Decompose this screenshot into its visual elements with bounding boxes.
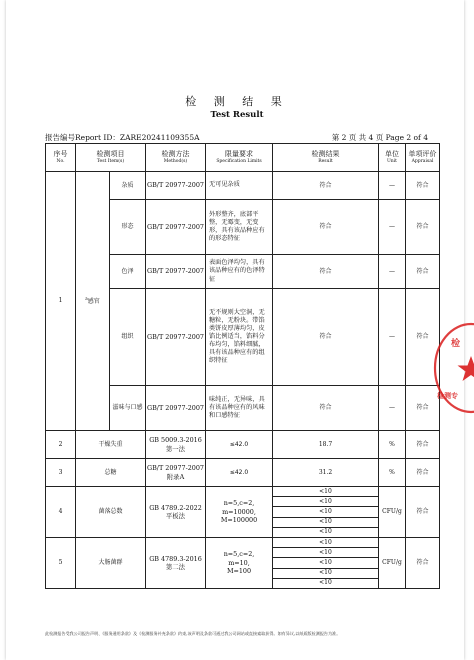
sample-result: <10: [273, 497, 379, 507]
sample-result: <10: [273, 527, 379, 537]
method: GB 5009.3-2016 第一法: [146, 431, 206, 459]
header-item: 检测项目 Test Item(s): [76, 144, 146, 172]
sample-result: <10: [273, 507, 379, 517]
row-number: 3: [46, 459, 76, 487]
appraisal: 符合: [406, 200, 440, 255]
unit: CFU/g: [379, 487, 406, 538]
official-seal-stamp: [431, 320, 474, 416]
limit: 味纯正，无异味，具有该品种应有的风味和口感特征: [206, 386, 273, 431]
sample-result: <10: [273, 578, 379, 588]
limit: 无可见杂质: [206, 172, 273, 200]
title-chinese: 检 测 结 果: [185, 95, 289, 108]
page-number: 第 2 页 共 4 页 Page 2 of 4: [331, 133, 428, 142]
appraisal: 符合: [406, 386, 440, 431]
unit: —: [379, 200, 406, 255]
header-appraisal: 单项评价 Appraisal: [406, 144, 440, 172]
sample-result: <10: [273, 537, 379, 547]
svg-text:检测专: 检测专: [437, 392, 458, 400]
svg-text:检: 检: [451, 339, 461, 349]
footer-disclaimer: 此检测报告受我公司报告声明、《服务通用条款》及《检测服务补充条款》约束,该声明及条款可通过我公司网站或直接索取获得。如有异议,以纸质版检测报告为准。: [45, 631, 341, 636]
header-unit: 单位 Unit: [379, 144, 406, 172]
result: 符合: [273, 200, 379, 255]
item-name: 形态: [110, 200, 146, 255]
item-name: 色泽: [110, 255, 146, 289]
item-name: 滋味与口感: [110, 386, 146, 431]
unit: —: [379, 255, 406, 289]
appraisal: 符合: [406, 537, 440, 588]
table-row: [46, 431, 440, 459]
unit: %: [379, 431, 406, 459]
unit: %: [379, 459, 406, 487]
result: 31.2: [273, 459, 379, 487]
method: GB 4789.3-2016 第二法: [146, 537, 206, 588]
table-row: [46, 487, 440, 497]
unit: CFU/g: [379, 537, 406, 588]
row-number: 1: [46, 172, 76, 431]
method: GB/T 20977-2007: [146, 200, 206, 255]
result: 符合: [273, 255, 379, 289]
method: GB/T 20977-2007 附录A: [146, 459, 206, 487]
sample-result: <10: [273, 487, 379, 497]
result: 符合: [273, 386, 379, 431]
item-name: 干燥失重: [76, 431, 146, 459]
limit: n=5,c=2, m=10, M=100: [206, 537, 273, 588]
header-limit: 限量要求 Specification Limits: [206, 144, 273, 172]
appraisal: 符合: [406, 487, 440, 538]
method: GB/T 20977-2007: [146, 289, 206, 386]
method: GB/T 20977-2007: [146, 255, 206, 289]
report-id: 报告编号Report ID：ZARE20241109355A: [45, 133, 200, 142]
method: GB/T 20977-2007: [146, 172, 206, 200]
limit: n=5,c=2, m=10000, M=100000: [206, 487, 273, 538]
header-row: [46, 144, 440, 172]
item-name: 总糖: [76, 459, 146, 487]
appraisal: 符合: [406, 289, 440, 386]
group-name-sensory: $^a$感官: [76, 172, 110, 431]
appraisal: 符合: [406, 172, 440, 200]
table-row: [46, 537, 440, 547]
item-name: 大肠菌群: [76, 537, 146, 588]
header-no: 序号 No.: [46, 144, 76, 172]
limit: 外形整齐，底部平整，无霉变，无变形，具有该品种应有的形态特征: [206, 200, 273, 255]
appraisal: 符合: [406, 255, 440, 289]
sample-result: <10: [273, 548, 379, 558]
row-number: 4: [46, 487, 76, 538]
row-number: 2: [46, 431, 76, 459]
limit: ≤42.0: [206, 431, 273, 459]
table-row: [46, 172, 440, 200]
limit: 表面色泽均匀，具有该品种应有的色泽特征: [206, 255, 273, 289]
unit: —: [379, 386, 406, 431]
method: GB/T 20977-2007: [146, 386, 206, 431]
item-name: 组织: [110, 289, 146, 386]
unit: —: [379, 172, 406, 200]
item-name: 杂质: [110, 172, 146, 200]
result: 符合: [273, 289, 379, 386]
result-table: [45, 143, 440, 589]
limit: ≤42.0: [206, 459, 273, 487]
title-english: Test Result: [210, 110, 264, 120]
result: 符合: [273, 172, 379, 200]
result: 18.7: [273, 431, 379, 459]
appraisal: 符合: [406, 431, 440, 459]
header-result: 检测结果 Result: [273, 144, 379, 172]
sample-result: <10: [273, 517, 379, 527]
limit: 无不规则大空洞，无糖粒，无粉块。带馅类饼皮厚薄均匀，皮馅比例适当，馅料分布均匀，馅料细腻，具有该品种应有的组织特征: [206, 289, 273, 386]
table-row: [46, 459, 440, 487]
item-name: 菌落总数: [76, 487, 146, 538]
unit: —: [379, 289, 406, 386]
sample-result: <10: [273, 568, 379, 578]
header-method: 检测方法 Method(s): [146, 144, 206, 172]
row-number: 5: [46, 537, 76, 588]
sample-result: <10: [273, 558, 379, 568]
method: GB 4789.2-2022 平板法: [146, 487, 206, 538]
appraisal: 符合: [406, 459, 440, 487]
